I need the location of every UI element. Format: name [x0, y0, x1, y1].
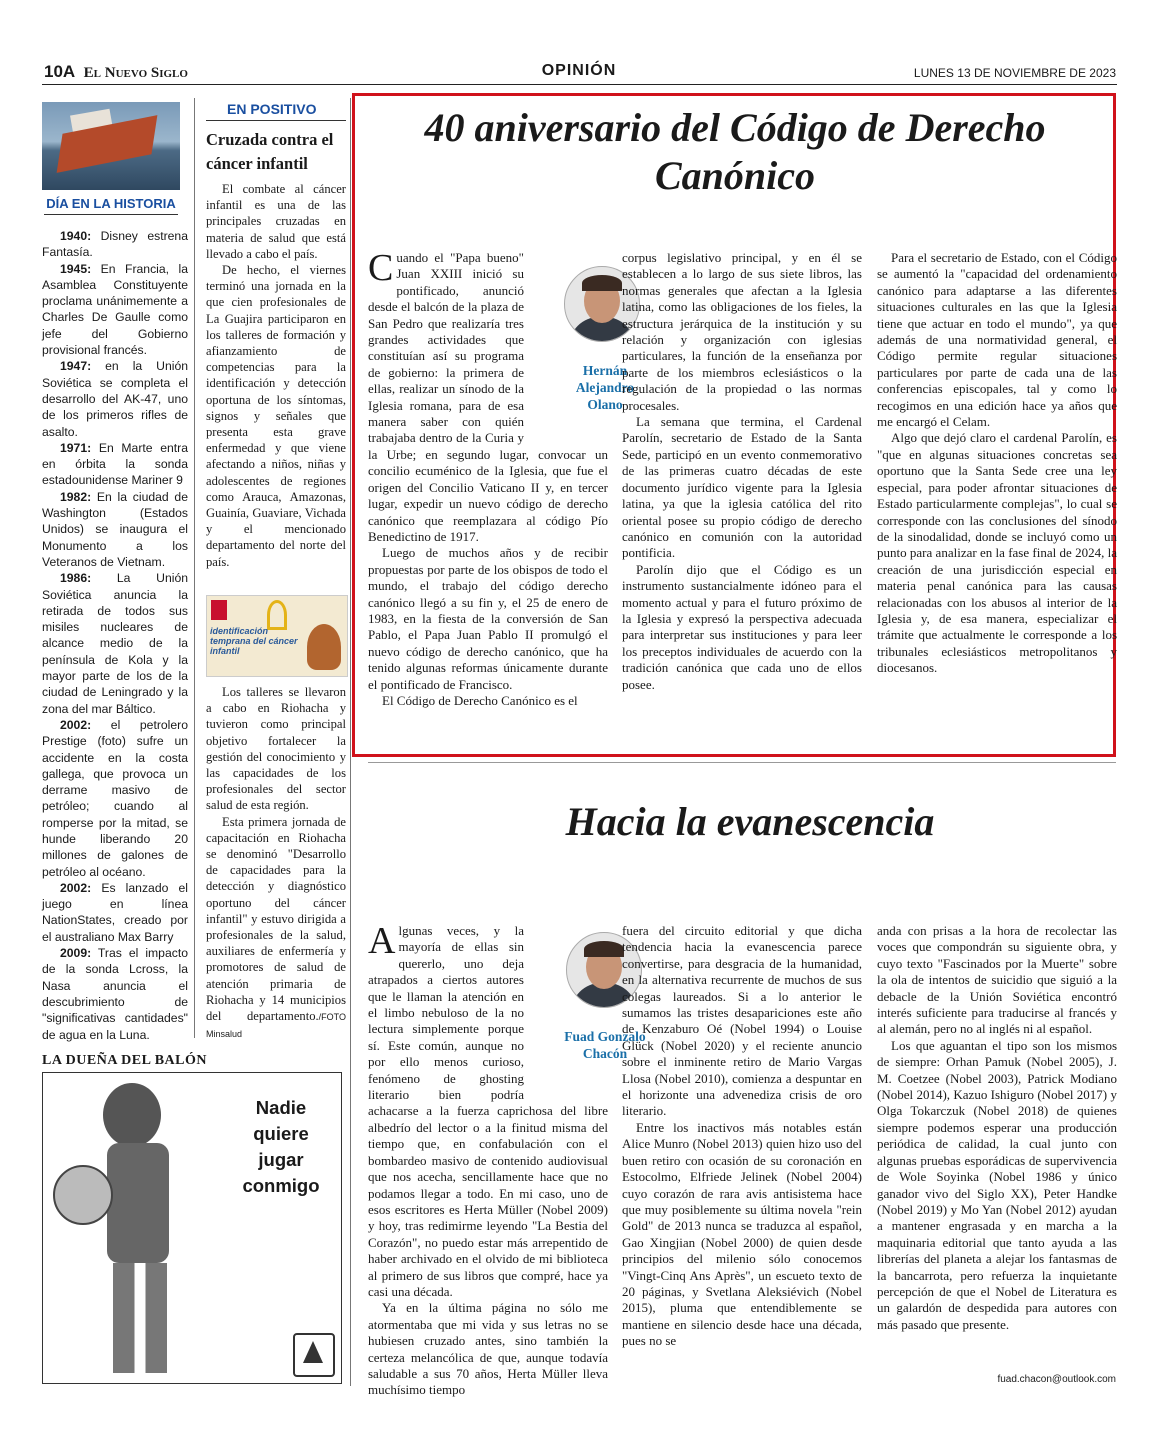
- ministry-logo-icon: [211, 600, 227, 620]
- article-separator: [368, 762, 1116, 763]
- child-figure: [307, 624, 341, 670]
- cartoon-title: LA DUEÑA DEL BALÓN: [42, 1053, 207, 1068]
- article1-column-2: corpus legislativo principal, y en él se establecen a lo largo de sus siete libros, las normas generales que afectan a la Iglesia latina, como las obligaciones de los fieles, la estructura jerárquica de la institución y su relación y organización con iglesias particulares, la función de la enseñanza por parte de los miembros eclesiásticos o la regulación de la propiedad o las normas procesales. La semana que termina, el Cardenal Parolín, secretario de Estado de la Santa Sede, participó en un evento conmemorativo de las primeras cuatro décadas de este documento jurídico vigente para la Iglesia latina, ya que la iglesia católica del rito oriental posee su propio código de derecho canónico en comunión con la autoridad pontificia. Parolín dijo que el Código es un instrumento sustancialmente idóneo para el momento actual y para el futuro próximo de la Iglesia y expresó la perspectiva adecuada para interpretar sus instituciones y para leer los preceptos individuales de acuerdo con la tradición canónica que cada uno de ellos posee.: [622, 250, 862, 692]
- header-rule: [42, 84, 1117, 85]
- section-title: OPINIÓN: [541, 62, 617, 79]
- page-number: 10A: [44, 62, 76, 81]
- girl-legs: [113, 1263, 167, 1373]
- history-entry: 2009: Tras el impacto de la sonda Lcross, la Nasa anuncia el descubrimiento de "significativas cantidades" de agua en la Luna.: [42, 946, 188, 1042]
- article2-column-2: fuera del circuito editorial y que dicha tendencia hacia la evanescencia parece convertirse, para desgracia de la humanidad, en la alternativa recurrente de muchos de sus colegas laureados. Si a lo anterior le sumamos las tristes desapariciones este año de Kenzaburo Oé (Nobel 1994) o Louise Glück (Nobel 2020) y el reciente anuncio sobre el inminente retiro de Mario Vargas Llosa (Nobel 2010), comienza a despuntar en el horizonte una advenediza crisis de oro literario. Entre los inactivos más notables están Alice Munro (Nobel 2013) quien hizo uso del buen retiro con ocasión de su coronación en Estocolmo, Elfriede Jelinek (Nobel 2004) cuyo corazón de rara avis antisistema hace que muy posiblemente su última novela "rein Gold" de 2013 nunca se traduzca al español, Gao Xingjian (Nobel 2000) de quien desde principios del milenio sólo conocemos "Vingt-Cinq Ans Après", un escueto texto de 20 páginas, y Svetlana Aleksiévich (Nobel 2015), pluma que entendiblemente se mantiene en silencio desde hace una década, pues no se: [622, 923, 862, 1349]
- article1-drop-cap: C: [368, 247, 394, 289]
- girl-head: [103, 1083, 161, 1147]
- history-entry: 1986: La Unión Soviética anuncia la retirada de todos sus misiles nucleares de alcance medio de la península de Kola y la mayor parte de los de la ciudad de Leningrado y la zona del mar Báltico.: [42, 571, 188, 716]
- history-entry: 2002: el petrolero Prestige (foto) sufre un accidente en la costa gallega, que provoca un derrame masivo de petróleo; cuando al romperse por la mitad, se hunde liberando 20 millones de galones de petróleo al océano.: [42, 717, 188, 879]
- history-list: [42, 228, 188, 1043]
- article2-title: Hacia la evanescencia: [565, 799, 935, 844]
- campaign-text: identificación temprana del cáncer infantil: [210, 626, 298, 656]
- article1-title: 40 aniversario del Código de Derecho Canónico: [424, 105, 1046, 198]
- soccer-ball-icon: [53, 1165, 113, 1225]
- issue-date: LUNES 13 DE NOVIEMBRE DE 2023: [913, 66, 1116, 80]
- article2-author: Fuad Gonzalo Chacón: [564, 1029, 646, 1061]
- column-divider: [194, 98, 195, 1038]
- girl-body: [107, 1143, 169, 1263]
- history-entry: 1982: En la ciudad de Washington (Estados Unidos) se inaugura el Monumento a los Veteranos de Vietnam.: [42, 489, 188, 569]
- history-entry: 1947: en la Unión Soviética se completa el desarrollo del AK-47, uno de los primeros rifles de asalto.: [42, 359, 188, 439]
- column-divider: [350, 98, 351, 1386]
- article1-column-1: Cuando el "Papa bueno" Juan XXIII inició su pontificado, anunció desde el balcón de la plaza de San Pedro que realizaría tres grandes actividades que constituían así su programa de gobierno: la primera de ellas, realizar un sínodo de la Iglesia romana, para de esa manera saber con quién trabajaba dentro de la Curia y la Urbe; en segundo lugar, convocar un concilio ecuménico de la Iglesia, que fue el origen del Concilio Vaticano II y, en tercer lugar, expedir un nuevo código de derecho canónico que reemplazara al código Pío Benedictino de 1917. Luego de muchos años y de recibir propuestas por parte de los obispos de todo el mundo, el trabajo del código derecho canónico llegó a su fin y, el 25 de enero de 1983, en la fiesta de la conversión de San Pablo, el Papa Juan Pablo II promulgó el nuevo código de derecho canónico, que ha tenido algunas reformas únicamente durante el pontificado de Francisco. El Código de Derecho Canónico es el: [368, 250, 608, 709]
- article1-column-3: Para el secretario de Estado, con el Código se aumentó la "capacidad del ordenamiento canónico para adaptarse a las diferentes situaciones culturales en las que la Iglesia tiene que actuar en todo el mundo", ya que además de una normatividad general, el Código permite regular situaciones particulares por parte de cada una de las conferencias episcopales, tal y como lo recogimos en una edición hace ya años que me encargó el Celam. Algo que dejó claro el cardenal Parolín, es "que en algunas situaciones concretas sea oportuno que la Santa Sede cree una ley especial, para poder afrontar situaciones de Estado particularmente complejas", lo cual se corresponde con las conclusiones del sínodo de la sinodalidad, donde se incluyó como un punto para analizar en la fase final de 2024, la creación de una jurisdicción especial en materia penal canónica para las causas relacionadas con los abusos al interior de la Iglesia y, de esa manera, especializar el trámite que actualmente le corresponde a los tribunales eclesiásticos metropolitanos y diocesanos.: [877, 250, 1117, 676]
- article2-column-3: anda con prisas a la hora de recolectar las voces que compondrán su siguiente obra, y cuyo texto "Fascinados por la Muerte" sobre la ola de intentos de suicidio que siguió a la debacle de la Unión Soviética encontró interés suficiente para traducirse al francés y al alemán, pero no al inglés ni al español. Los que aguantan el tipo son los mismos de siempre: Orhan Pamuk (Nobel 2005), J. M. Coetzee (Nobel 2003), Patrick Modiano (Nobel 2014), Kazuo Ishiguro (Nobel 2017) y Olga Tokarczuk (Nobel 2018) de quienes siempre podemos esperar una producción periódica de calidad, la cual junto con algunas pruebas esporádicas de supervivencia de Wole Soyinka (Nobel 1986 y único ganador vivo del Siglo XX), Peter Handke (Nobel 2019) y Mo Yan (Nobel 2012) ayudan a mantener engrasada y en marcha a la maquinaria editorial que tanto ayuda a las librerías del planeta a alejar los fantasmas de la bancarrota, pero refuerza la inquietante percepción de que el Nobel de Literatura es un galardón de despedida para autores con más pasado que presente.: [877, 923, 1117, 1332]
- positivo-body: El combate al cáncer infantil es una de las principales cruzadas en materia de salud que está llevado a cabo el país. De hecho, el viernes terminó una jornada en la que cien profesionales de La Guajira participaron en los talleres de formación y afianzamiento de competencias para la identificación y detección oportuna de los síntomas, signos y señales que presenta esta grave enfermedad y que viene afectando a niños, niñas y adolescentes de regiones como Arauca, Amazonas, Guainía, Guaviare, Vichada y el mencionado departamento del norte del país.: [206, 182, 346, 569]
- history-entry: 1940: Disney estrena Fantasía.: [42, 229, 188, 260]
- positivo-tag: EN POSITIVO: [227, 101, 317, 117]
- cartoonist-logo-icon: [293, 1333, 335, 1377]
- cartoon-caption: Nadie quiere jugar conmigo: [242, 1097, 320, 1196]
- newspaper-name: El Nuevo Siglo: [83, 65, 188, 81]
- prestige-photo: [42, 102, 180, 190]
- positivo-headline: Cruzada contra el cáncer infantil: [206, 130, 334, 173]
- history-entry: 2002: Es lanzado el juego en línea NationStates, creado por el australiano Max Barry: [42, 880, 188, 944]
- campaign-image: [206, 595, 348, 677]
- history-rule: [44, 214, 178, 215]
- positivo-rule: [206, 120, 346, 121]
- article1-author: Hernán Alejandro Olano: [575, 363, 635, 412]
- cartoon-panel: [42, 1072, 342, 1384]
- author-email[interactable]: fuad.chacon@outlook.com: [997, 1374, 1116, 1385]
- history-entry: 1945: En Francia, la Asamblea Constituyente proclama unánimemente a Charles De Gaulle como jefe del Gobierno provisional francés.: [42, 261, 188, 358]
- history-entry: 1971: En Marte entra en órbita la sonda estadounidense Mariner 9: [42, 440, 188, 488]
- positivo-body-continued: Los talleres se llevaron a cabo en Riohacha y tuvieron como principal objetivo fortalecer la gestión del conocimiento y las capacidades de los profesionales del sector salud de esta región. Esta primera jornada de capacitación en Riohacha se denominó "Desarrollo de capacidades para la detección y diagnóstico oportuno del cáncer infantil" y estuvo dirigida a profesionales de la salud, auxiliares de enfermería y promotores de salud de atención primaria de Riohacha y 14 municipios del departamento./FOTO Minsalud: [206, 685, 346, 1040]
- article2-drop-cap: A: [368, 920, 396, 962]
- photo-credit: /FOTO Minsalud: [206, 1012, 346, 1040]
- article2-column-1: Algunas veces, y la mayoría de ellas sin quererlo, uno deja atrapados a ciertos autores que le llaman la atención en el limbo nebuloso de la no lectura simplemente porque sí. Este común, aunque no por ello menos curioso, fenómeno de ghosting literario bien podría achacarse a la fuerza caprichosa del libre albedrío del lector o a la finitud misma del tiempo que, en confabulación con el bombardeo masivo de contenido audiovisual que nos acecha, sencillamente hace que no podamos llegar a todo. En mi caso, uno de esos escritores es Herta Müller (Nobel 2009) y hoy, tras redimirme leyendo "La Bestia del Corazón", no puedo estar más arrepentido de haber archivado en el olvido de mi biblioteca al primero de sus libros que compré, hace ya casi una década. Ya en la última página no sólo me atormentaba que mi vida y sus letras no se hubiesen cruzado antes, sino también la certeza melancólica de que, aunque todavía saludable a sus 70 años, Herta Müller lleva muchísimo tiempo: [368, 923, 608, 1399]
- history-title: DÍA EN LA HISTORIA: [46, 196, 176, 211]
